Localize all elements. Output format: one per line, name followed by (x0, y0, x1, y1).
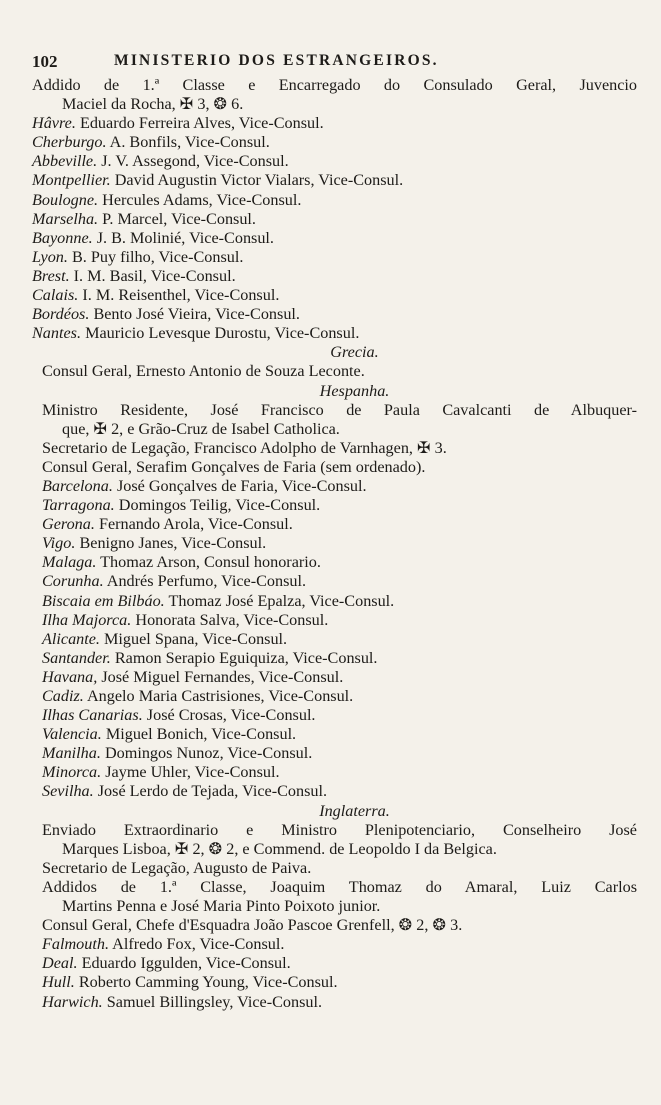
place-name: Harwich. (42, 992, 103, 1011)
entry-text: Honorata Salva, Vice-Consul. (131, 610, 329, 629)
section-heading: Grecia. (330, 343, 379, 362)
text-line (32, 649, 637, 668)
entry-text: Samuel Billingsley, Vice-Consul. (102, 992, 323, 1011)
text-line (32, 95, 637, 114)
place-name: Montpellier. (32, 171, 111, 190)
entry-text: Jayme Uhler, Vice-Consul. (101, 763, 280, 782)
entry-text: Martins Penna e José Maria Pinto Poixoto junior. (62, 897, 381, 916)
entry-text: Thomaz Arson, Consul honorario. (96, 553, 321, 572)
entry-text: Hercules Adams, Vice-Consul. (98, 190, 302, 209)
entry-text: A. Bonfils, Vice-Consul. (106, 133, 270, 152)
text-line (32, 954, 637, 973)
entry-text: Roberto Camming Young, Vice-Consul. (74, 973, 338, 992)
text-line (32, 744, 637, 763)
place-name: Cherburgo. (32, 133, 107, 152)
entry-text: Miguel Spana, Vice-Consul. (99, 629, 288, 648)
text-line (32, 229, 637, 248)
running-title: MINISTERIO DOS ESTRANGEIROS. (114, 52, 439, 69)
place-name: Deal. (42, 954, 78, 973)
entry-text: Andrés Perfumo, Vice-Consul. (103, 572, 307, 591)
text-line (32, 401, 637, 420)
text-line (32, 305, 637, 324)
text-line (32, 191, 637, 210)
entry-text: José Gonçalves de Faria, Vice-Consul. (112, 476, 367, 495)
entry-text: Ministro Residente, José Francisco de Paula Cavalcanti de Albuquer- (42, 400, 637, 419)
place-name: Manilha. (42, 744, 101, 763)
entry-text: Miguel Bonich, Vice-Consul. (101, 725, 297, 744)
entry-text: Benigno Janes, Vice-Consul. (75, 534, 267, 553)
entry-text: Mauricio Levesque Durostu, Vice-Consul. (81, 324, 360, 343)
text-line (32, 572, 637, 591)
entry-text: Ramon Serapio Eguiquiza, Vice-Consul. (110, 648, 378, 667)
place-name: Minorca. (42, 763, 102, 782)
place-name: Calais. (32, 286, 79, 305)
entry-text: Secretario de Legação, Augusto de Paiva. (42, 858, 312, 877)
entry-text: Consul Geral, Ernesto Antonio de Souza Leconte. (42, 362, 365, 381)
text-line (32, 152, 637, 171)
entry-text: I. M. Reisenthel, Vice-Consul. (78, 286, 280, 305)
entry-text: Alfredo Fox, Vice-Consul. (109, 935, 285, 954)
entry-text: J. B. Molinié, Vice-Consul. (92, 228, 274, 247)
entry-text: I. M. Basil, Vice-Consul. (69, 266, 236, 285)
entry-text: Domingos Teilig, Vice-Consul. (114, 496, 321, 515)
entry-text: Consul Geral, Serafim Gonçalves de Faria (sem ordenado). (42, 457, 426, 476)
page-number: 102 (32, 52, 58, 71)
text-line (32, 897, 637, 916)
entry-text: Addido de 1.ª Classe e Encarregado do Consulado Geral, Juvencio (32, 76, 637, 94)
text-line (32, 362, 637, 381)
text-line (32, 286, 637, 305)
place-name: Gerona. (42, 515, 95, 534)
text-line (32, 515, 637, 534)
text-line (32, 210, 637, 229)
text-line (32, 878, 637, 897)
text-line (32, 725, 637, 744)
place-name: Alicante. (42, 629, 100, 648)
text-line (32, 993, 637, 1012)
entry-text: Addidos de 1.ª Classe, Joaquim Thomaz do Amaral, Luiz Carlos (42, 877, 637, 896)
place-name: Corunha. (42, 572, 104, 591)
entry-text: Bento José Vieira, Vice-Consul. (89, 305, 300, 324)
text-line (32, 171, 637, 190)
text-line (32, 439, 637, 458)
page-header (32, 50, 632, 76)
place-name: Cadiz. (42, 687, 84, 705)
place-name: Barcelona. (42, 476, 113, 495)
place-name: Tarragona. (42, 496, 115, 515)
text-line (32, 477, 637, 496)
place-name: Marselha. (32, 209, 99, 228)
entry-text: David Augustin Victor Vialars, Vice-Consul. (110, 171, 404, 190)
text-line (32, 114, 637, 133)
text-line (32, 935, 637, 954)
text-line (32, 534, 637, 553)
entry-text: que, ✠ 2, e Grão-Cruz de Isabel Catholica. (62, 419, 340, 438)
text-line (32, 420, 637, 439)
place-name: Falmouth. (42, 935, 109, 954)
text-line (32, 973, 637, 992)
text-line (32, 324, 637, 343)
text-line (32, 611, 637, 630)
place-name: Hull. (42, 973, 75, 992)
text-line (32, 821, 637, 840)
place-name: Ilhas Canarias. (42, 706, 143, 725)
place-name: Nantes. (32, 324, 82, 343)
text-line (32, 592, 637, 611)
entry-text: Fernando Arola, Vice-Consul. (94, 515, 293, 534)
entry-text: J. V. Assegond, Vice-Consul. (97, 152, 289, 171)
entry-text: Eduardo Iggulden, Vice-Consul. (77, 954, 291, 973)
place-name: Ilha Majorca. (42, 610, 132, 629)
entry-text: José Lerdo de Tejada, Vice-Consul. (93, 782, 328, 801)
entry-text: Maciel da Rocha, ✠ 3, ❂ 6. (62, 95, 244, 114)
place-name: Bordéos. (32, 305, 90, 324)
place-name: Vigo. (42, 534, 76, 553)
place-name: Malaga. (42, 553, 97, 572)
place-name: Brest. (32, 266, 70, 285)
text-line (32, 706, 637, 725)
text-line (32, 133, 637, 152)
text-line (32, 840, 637, 859)
entry-text: Marques Lisboa, ✠ 2, ❂ 2, e Commend. de Leopoldo I da Belgica. (62, 839, 497, 858)
entry-text: Thomaz José Epalza, Vice-Consul. (164, 591, 395, 610)
text-line (32, 458, 637, 477)
text-line (32, 668, 637, 687)
entry-text: B. Puy filho, Vice-Consul. (67, 247, 244, 266)
place-name: Havana, (42, 667, 98, 686)
place-name: Abbeville. (32, 152, 98, 171)
entry-text: P. Marcel, Vice-Consul. (98, 209, 256, 228)
text-line (32, 687, 637, 706)
text-line (32, 553, 637, 572)
entry-text: Domingos Nunoz, Vice-Consul. (100, 744, 313, 763)
entry-text: Consul Geral, Chefe d'Esquadra João Pascoe Grenfell, ❂ 2, ❂ 3. (42, 916, 463, 935)
place-name: Hâvre. (32, 114, 76, 133)
text-line (32, 763, 637, 782)
text-line (32, 267, 637, 286)
section-heading: Hespanha. (319, 381, 390, 400)
text-line (32, 248, 637, 267)
text-line (32, 859, 637, 878)
place-name: Boulogne. (32, 190, 99, 209)
place-name: Bayonne. (32, 228, 93, 247)
place-name: Sevilha. (42, 782, 94, 801)
place-name: Biscaia em Bilbáo. (42, 591, 165, 610)
entry-text: Enviado Extraordinario e Ministro Plenipotenciario, Conselheiro José (42, 820, 637, 839)
entry-text: Secretario de Legação, Francisco Adolpho de Varnhagen, ✠ 3. (42, 438, 447, 457)
entry-text: Angelo Maria Castrisiones, Vice-Consul. (83, 687, 354, 705)
text-line (32, 76, 637, 95)
entry-text: Eduardo Ferreira Alves, Vice-Consul. (75, 114, 324, 133)
place-name: Valencia. (42, 725, 102, 744)
entry-text: José Crosas, Vice-Consul. (142, 706, 316, 725)
text-line (32, 916, 637, 935)
text-line (32, 782, 637, 801)
entry-text: José Miguel Fernandes, Vice-Consul. (97, 667, 344, 686)
place-name: Lyon. (32, 247, 68, 266)
body-text (32, 76, 637, 1012)
text-line (32, 630, 637, 649)
text-line (32, 496, 637, 515)
place-name: Santander. (42, 648, 111, 667)
section-heading: Inglaterra. (319, 801, 390, 820)
